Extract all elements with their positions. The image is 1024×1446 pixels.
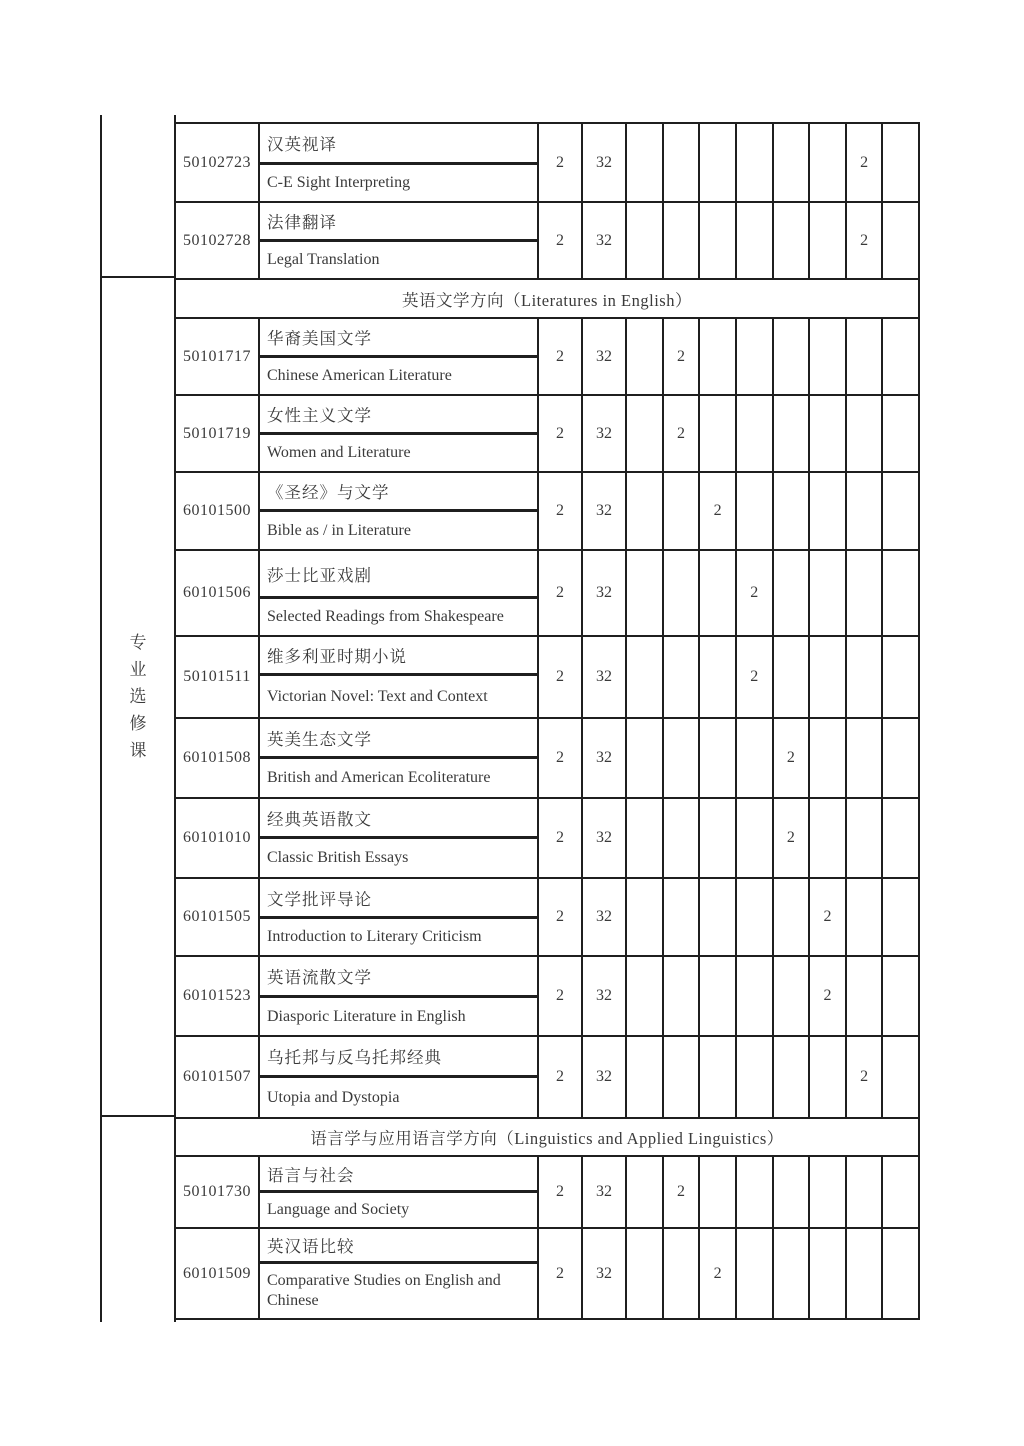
semester-cell (627, 1157, 664, 1229)
course-name-zh: 英美生态文学 (260, 719, 539, 759)
semester-cell (883, 473, 920, 551)
course-name-zh: 语言与社会 (260, 1157, 539, 1193)
semester-cell (847, 1157, 884, 1229)
course-name-en: C-E Sight Interpreting (260, 165, 539, 203)
semester-cell (883, 396, 920, 473)
course-name-zh: 文学批评导论 (260, 879, 539, 919)
category-cell-empty-bottom (102, 1117, 174, 1322)
course-name-en: Chinese American Literature (260, 358, 539, 396)
semester-cell: 2 (737, 551, 774, 637)
category-cell-empty-top (102, 115, 174, 278)
semester-cell (883, 957, 920, 1037)
curriculum-table (176, 122, 920, 1320)
hours-cell: 32 (583, 124, 627, 203)
semester-cell (883, 1037, 920, 1119)
semester-cell (700, 719, 737, 799)
semester-cell: 2 (774, 799, 811, 879)
semester-cell (664, 799, 701, 879)
hours-cell: 32 (583, 1157, 627, 1229)
credit-cell: 2 (539, 637, 583, 719)
course-name-zh: 女性主义文学 (260, 396, 539, 435)
semester-cell (627, 719, 664, 799)
hours-cell: 32 (583, 957, 627, 1037)
semester-cell (774, 319, 811, 396)
semester-cell (847, 799, 884, 879)
course-name-en: British and American Ecoliterature (260, 759, 539, 799)
course-name-en: Utopia and Dystopia (260, 1078, 539, 1119)
course-name-en: Selected Readings from Shakespeare (260, 599, 539, 637)
semester-cell: 2 (664, 1157, 701, 1229)
course-name-zh: 英汉语比较 (260, 1229, 539, 1264)
course-name-zh: 莎士比亚戏剧 (260, 551, 539, 599)
semester-cell (737, 799, 774, 879)
hours-cell: 32 (583, 799, 627, 879)
course-row (176, 473, 920, 551)
semester-cell (737, 473, 774, 551)
course-row (176, 203, 920, 280)
semester-cell (664, 1229, 701, 1320)
course-name-zh: 乌托邦与反乌托邦经典 (260, 1037, 539, 1078)
semester-cell (627, 1229, 664, 1320)
hours-cell: 32 (583, 551, 627, 637)
course-code: 50102728 (176, 203, 260, 280)
semester-cell (883, 1157, 920, 1229)
course-name-en: Classic British Essays (260, 839, 539, 879)
semester-cell (700, 957, 737, 1037)
course-name-en: Introduction to Literary Criticism (260, 919, 539, 957)
semester-cell (810, 551, 847, 637)
semester-cell (810, 473, 847, 551)
course-name-zh: 汉英视译 (260, 124, 539, 165)
course-row (176, 879, 920, 957)
semester-cell (627, 637, 664, 719)
semester-cell (810, 319, 847, 396)
semester-cell (664, 957, 701, 1037)
semester-cell (774, 637, 811, 719)
course-row (176, 396, 920, 473)
course-code: 60101500 (176, 473, 260, 551)
semester-cell (627, 124, 664, 203)
semester-cell (774, 551, 811, 637)
credit-cell: 2 (539, 124, 583, 203)
semester-cell: 2 (700, 473, 737, 551)
semester-cell (810, 799, 847, 879)
semester-cell: 2 (847, 203, 884, 280)
course-code: 60101010 (176, 799, 260, 879)
semester-cell (883, 637, 920, 719)
course-code: 50101511 (176, 637, 260, 719)
semester-cell (700, 637, 737, 719)
course-name-zh: 经典英语散文 (260, 799, 539, 839)
semester-cell (847, 551, 884, 637)
semester-cell (737, 203, 774, 280)
semester-cell (847, 637, 884, 719)
semester-cell (627, 319, 664, 396)
semester-cell: 2 (664, 319, 701, 396)
semester-cell (664, 879, 701, 957)
credit-cell: 2 (539, 799, 583, 879)
course-row (176, 1037, 920, 1119)
credit-cell: 2 (539, 319, 583, 396)
credit-cell: 2 (539, 719, 583, 799)
course-name-zh: 法律翻译 (260, 203, 539, 242)
course-name-zh: 《圣经》与文学 (260, 473, 539, 512)
semester-cell (737, 879, 774, 957)
semester-cell (737, 319, 774, 396)
semester-cell (810, 1157, 847, 1229)
semester-cell (847, 957, 884, 1037)
category-column (100, 115, 176, 1322)
semester-cell (737, 957, 774, 1037)
credit-cell: 2 (539, 1229, 583, 1320)
course-code: 60101509 (176, 1229, 260, 1320)
credit-cell: 2 (539, 957, 583, 1037)
semester-cell (700, 799, 737, 879)
hours-cell: 32 (583, 1037, 627, 1119)
semester-cell (847, 879, 884, 957)
course-code: 50101719 (176, 396, 260, 473)
hours-cell: 32 (583, 719, 627, 799)
semester-cell (627, 396, 664, 473)
semester-cell (737, 124, 774, 203)
semester-cell (627, 957, 664, 1037)
course-name-zh: 华裔美国文学 (260, 319, 539, 358)
semester-cell (774, 1157, 811, 1229)
semester-cell: 2 (700, 1229, 737, 1320)
hours-cell: 32 (583, 879, 627, 957)
semester-cell (774, 879, 811, 957)
semester-cell (810, 719, 847, 799)
semester-cell: 2 (810, 957, 847, 1037)
section-header: 英语文学方向（Literatures in English） (176, 280, 920, 319)
credit-cell: 2 (539, 1157, 583, 1229)
semester-cell: 2 (847, 124, 884, 203)
course-row (176, 719, 920, 799)
credit-cell: 2 (539, 1037, 583, 1119)
semester-cell (700, 1157, 737, 1229)
semester-cell (737, 1157, 774, 1229)
semester-cell (847, 1229, 884, 1320)
semester-cell (774, 124, 811, 203)
credit-cell: 2 (539, 203, 583, 280)
semester-cell (627, 799, 664, 879)
semester-cell (627, 203, 664, 280)
course-row (176, 1229, 920, 1320)
hours-cell: 32 (583, 319, 627, 396)
hours-cell: 32 (583, 203, 627, 280)
semester-cell (664, 551, 701, 637)
semester-cell (664, 1037, 701, 1119)
semester-cell: 2 (737, 637, 774, 719)
semester-cell (883, 124, 920, 203)
course-row (176, 637, 920, 719)
semester-cell (627, 879, 664, 957)
course-code: 60101506 (176, 551, 260, 637)
course-name-zh: 维多利亚时期小说 (260, 637, 539, 676)
course-code: 50102723 (176, 124, 260, 203)
credit-cell: 2 (539, 879, 583, 957)
semester-cell (774, 957, 811, 1037)
course-row (176, 957, 920, 1037)
semester-cell (700, 319, 737, 396)
semester-cell (700, 551, 737, 637)
semester-cell (700, 879, 737, 957)
credit-cell: 2 (539, 473, 583, 551)
course-name-en: Victorian Novel: Text and Context (260, 676, 539, 719)
credit-cell: 2 (539, 396, 583, 473)
semester-cell (700, 203, 737, 280)
semester-cell (664, 124, 701, 203)
semester-cell (810, 124, 847, 203)
course-row (176, 319, 920, 396)
semester-cell (700, 124, 737, 203)
semester-cell (847, 473, 884, 551)
semester-cell: 2 (810, 879, 847, 957)
hours-cell: 32 (583, 473, 627, 551)
semester-cell (810, 1229, 847, 1320)
course-row (176, 551, 920, 637)
semester-cell (847, 396, 884, 473)
hours-cell: 32 (583, 637, 627, 719)
semester-cell (883, 203, 920, 280)
course-name-en: Women and Literature (260, 435, 539, 473)
semester-cell (774, 473, 811, 551)
semester-cell (883, 551, 920, 637)
semester-cell (737, 1037, 774, 1119)
course-name-en: Bible as / in Literature (260, 512, 539, 551)
semester-cell (883, 879, 920, 957)
semester-cell (883, 799, 920, 879)
semester-cell (774, 1229, 811, 1320)
semester-cell (774, 396, 811, 473)
course-name-zh: 英语流散文学 (260, 957, 539, 998)
semester-cell (810, 396, 847, 473)
course-name-en: Legal Translation (260, 242, 539, 280)
semester-cell (700, 1037, 737, 1119)
course-code: 60101508 (176, 719, 260, 799)
course-name-en: Language and Society (260, 1193, 539, 1229)
category-label: 专 业 选 修 课 (102, 278, 174, 1117)
semester-cell (737, 1229, 774, 1320)
course-row (176, 799, 920, 879)
course-code: 60101507 (176, 1037, 260, 1119)
semester-cell (664, 203, 701, 280)
semester-cell (847, 319, 884, 396)
semester-cell (883, 1229, 920, 1320)
course-code: 50101717 (176, 319, 260, 396)
semester-cell (664, 637, 701, 719)
course-name-en: Diasporic Literature in English (260, 998, 539, 1037)
semester-cell (883, 719, 920, 799)
semester-cell (737, 396, 774, 473)
semester-cell (847, 719, 884, 799)
course-code: 60101505 (176, 879, 260, 957)
semester-cell (700, 396, 737, 473)
semester-cell (810, 637, 847, 719)
semester-cell (627, 551, 664, 637)
course-row (176, 1157, 920, 1229)
semester-cell (883, 319, 920, 396)
semester-cell (664, 473, 701, 551)
semester-cell: 2 (774, 719, 811, 799)
semester-cell (737, 719, 774, 799)
hours-cell: 32 (583, 396, 627, 473)
semester-cell (627, 1037, 664, 1119)
semester-cell (664, 719, 701, 799)
course-name-en: Comparative Studies on English and Chinese (260, 1264, 539, 1320)
course-code: 60101523 (176, 957, 260, 1037)
course-code: 50101730 (176, 1157, 260, 1229)
credit-cell: 2 (539, 551, 583, 637)
hours-cell: 32 (583, 1229, 627, 1320)
semester-cell: 2 (664, 396, 701, 473)
semester-cell: 2 (847, 1037, 884, 1119)
course-row (176, 124, 920, 203)
semester-cell (774, 1037, 811, 1119)
semester-cell (627, 473, 664, 551)
section-header: 语言学与应用语言学方向（Linguistics and Applied Linguistics） (176, 1119, 920, 1157)
semester-cell (774, 203, 811, 280)
semester-cell (810, 1037, 847, 1119)
semester-cell (810, 203, 847, 280)
